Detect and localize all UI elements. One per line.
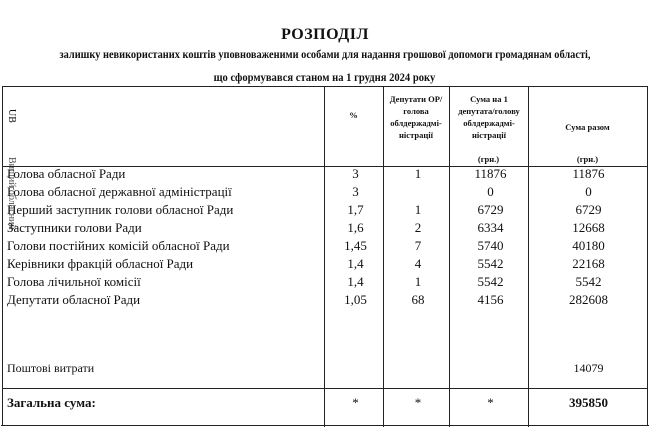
row-name: Голова лічильної комісії: [7, 274, 141, 289]
total-divider: [3, 388, 647, 389]
row-count: 7: [414, 238, 422, 253]
row-name: Голова обласної Ради: [7, 166, 126, 181]
total-count: *: [414, 395, 422, 410]
postal-row: [3, 359, 649, 377]
table-row: [3, 219, 649, 237]
row-pct: 1,4: [347, 274, 364, 289]
row-sum-total: 40180: [572, 238, 605, 253]
total-sum-per: *: [487, 395, 494, 410]
row-pct: 1,45: [344, 238, 367, 253]
row-sum-total: 6729: [575, 202, 602, 217]
row-sum-total: 282608: [569, 292, 608, 307]
bottom-border: [1, 425, 649, 426]
header-sum-total-unit: (грн.): [576, 154, 599, 164]
row-sum-total: 22168: [572, 256, 605, 271]
total-pct: *: [352, 395, 359, 410]
row-pct: 3: [352, 166, 359, 181]
side-label-top: UB: [6, 109, 17, 123]
row-count: 1: [414, 274, 422, 289]
row-sum-per: 11876: [474, 166, 507, 181]
row-sum-per: 4156: [477, 292, 504, 307]
row-sum-per: 6334: [477, 220, 504, 235]
total-sum-total: 395850: [569, 395, 608, 410]
row-pct: 3: [352, 184, 359, 199]
table-row: [3, 291, 649, 309]
row-count: 1: [414, 202, 422, 217]
total-row: [3, 394, 649, 412]
row-sum-total: 0: [585, 184, 592, 199]
header-pct: %: [349, 110, 358, 120]
header-sum-total: Сума разом: [565, 122, 610, 132]
row-name: Депутати обласної Ради: [7, 292, 141, 307]
row-count: 4: [414, 256, 422, 271]
row-sum-total: 5542: [575, 274, 602, 289]
table-row: [3, 165, 649, 183]
document-title: РОЗПОДІЛ: [281, 26, 369, 43]
document-subtitle-line2: що сформувався станом на 1 грудня 2024 року: [213, 72, 436, 84]
row-pct: 1,7: [347, 202, 364, 217]
row-name: Перший заступник голови обласної Ради: [7, 202, 234, 217]
table-row: [3, 237, 649, 255]
table-row: [3, 255, 649, 273]
distribution-table: [2, 86, 648, 426]
row-sum-per: 5542: [477, 256, 504, 271]
row-name: Заступники голови Ради: [7, 220, 142, 235]
row-sum-per: 6729: [477, 202, 504, 217]
table-row: [3, 183, 649, 201]
postal-sum-total: 14079: [573, 361, 604, 375]
total-name: Загальна сума:: [7, 395, 96, 410]
table-row: [3, 201, 649, 219]
row-sum-per: 5542: [477, 274, 504, 289]
table-row: [3, 273, 649, 291]
postal-name: Поштові витрати: [7, 361, 95, 375]
row-pct: 1,4: [347, 256, 364, 271]
header-sum-per-unit: (грн.): [477, 154, 500, 164]
row-sum-per: 0: [487, 184, 494, 199]
row-sum-per: 5740: [477, 238, 504, 253]
row-name: Керівники фракцій обласної Ради: [7, 256, 194, 271]
row-sum-total: 12668: [572, 220, 605, 235]
row-count: 2: [414, 220, 422, 235]
row-name: Голова обласної державної адміністрації: [7, 184, 232, 199]
row-name: Голови постійних комісій обласної Ради: [7, 238, 230, 253]
header-count: Депутати ОР/ голова облдержадмі-ністрації: [389, 94, 443, 140]
row-pct: 1,6: [347, 220, 364, 235]
document-subtitle-line1: залишку невикористаних коштів уповноваженими особами для надання грошової допомоги громадянам області,: [59, 49, 591, 61]
header-sum-per: Сума на 1 депутата/голову облдержадмі-ністрації: [458, 94, 520, 140]
row-count: 68: [411, 292, 425, 307]
side-label-bottom: Вищий обласний: [6, 157, 17, 230]
row-sum-total: 11876: [572, 166, 605, 181]
row-pct: 1,05: [344, 292, 367, 307]
row-count: 1: [414, 166, 422, 181]
